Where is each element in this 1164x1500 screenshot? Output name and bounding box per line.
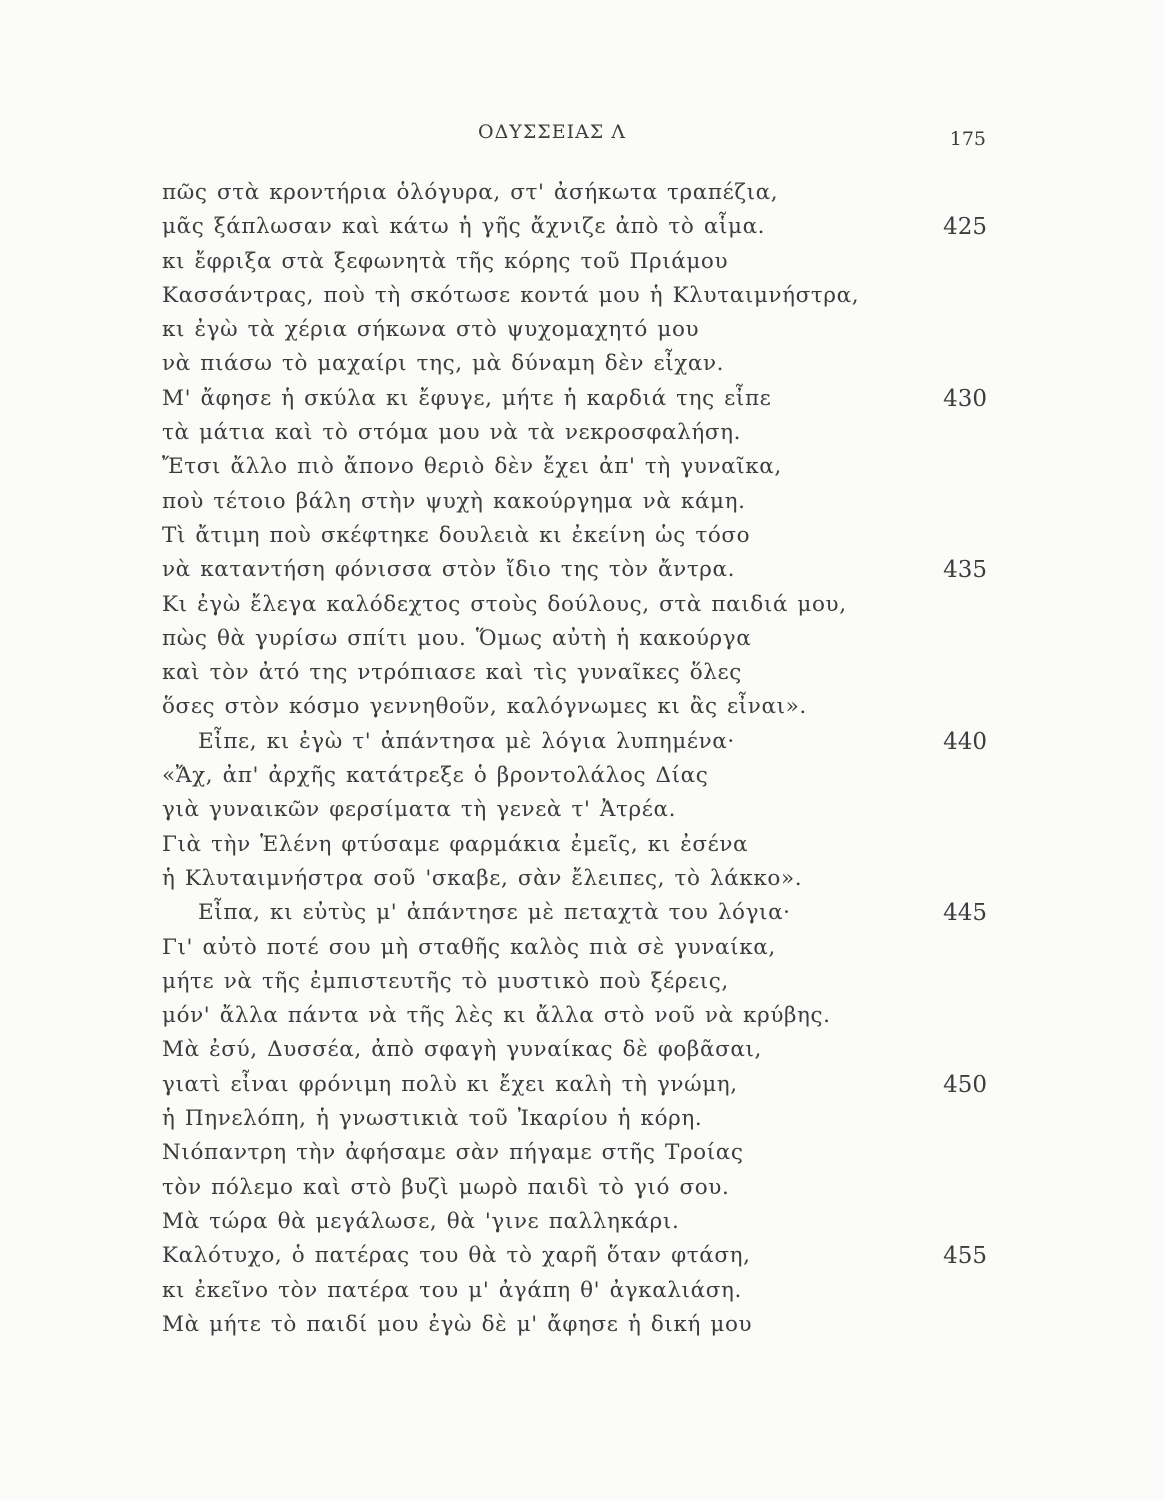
verse-text: τὸν πόλεμο καὶ στὸ βυζὶ μωρὸ παιδὶ τὸ γιό σου. [162, 1174, 730, 1200]
verse-line [162, 347, 1002, 381]
verse-line [162, 450, 1002, 484]
verse-line [162, 793, 1002, 827]
verse-line [162, 862, 1002, 896]
verse-line [162, 931, 1002, 965]
verse-line [162, 725, 1002, 759]
verse-text: Γι' αὐτὸ ποτέ σου μὴ σταθῆς καλὸς πιὰ σὲ γυναίκα, [162, 934, 776, 960]
verse-text: Μὰ μήτε τὸ παιδί μου ἐγὼ δὲ μ' ἄφησε ἡ δική μου [162, 1311, 753, 1337]
verse-text: νὰ καταντήση φόνισσα στὸν ἴδιο της τὸν ἄντρα. [162, 557, 736, 583]
verse-line [162, 382, 1002, 416]
verse-line [162, 896, 1002, 930]
verse-line [162, 622, 1002, 656]
verse-number: 425 [943, 214, 987, 241]
verse-text: πὼς θὰ γυρίσω σπίτι μου. Ὅμως αὐτὴ ἡ κακούργα [162, 625, 752, 651]
verse-text: Καλότυχο, ὁ πατέρας του θὰ τὸ χαρῆ ὅταν φτάση, [162, 1243, 751, 1269]
verse-line [162, 1274, 1002, 1308]
verse-line [162, 1033, 1002, 1067]
verse-text: «Ἄχ, ἀπ' ἀρχῆς κατάτρεξε ὁ βροντολάλος Δίας [162, 763, 709, 789]
verse-text: καὶ τὸν ἀτό της ντρόπιασε καὶ τὶς γυναῖκες ὅλες [162, 660, 742, 686]
verse-number: 430 [943, 385, 987, 412]
verse-text: ὅσες στὸν κόσμο γεννηθοῦν, καλόγνωμες κι ἂς εἶναι». [162, 694, 807, 720]
verse-line [162, 828, 1002, 862]
verse-text: Κασσάντρας, ποὺ τὴ σκότωσε κοντά μου ἡ Κλυταιμνήστρα, [162, 282, 860, 308]
verse-text: Μὰ τώρα θὰ μεγάλωσε, θὰ 'γινε παλληκάρι. [162, 1208, 680, 1234]
verse-text: μᾶς ξάπλωσαν καὶ κάτω ἡ γῆς ἄχνιζε ἀπὸ τὸ αἷμα. [162, 214, 766, 240]
verse-line [162, 279, 1002, 313]
verse-line [162, 176, 1002, 210]
verse-number: 455 [943, 1243, 987, 1270]
verse-text: κι ἐγὼ τὰ χέρια σήκωνα στὸ ψυχομαχητό μου [162, 317, 700, 343]
verse-text: Γιὰ τὴν Ἑλένη φτύσαμε φαρμάκια ἐμεῖς, κι ἐσένα [162, 831, 749, 857]
verse-line [162, 245, 1002, 279]
verse-text: Νιόπαντρη τὴν ἀφήσαμε σὰν πήγαμε στῆς Τροίας [162, 1140, 744, 1166]
verse-text: Ἔτσι ἄλλο πιὸ ἄπονο θεριὸ δὲν ἔχει ἀπ' τὴ γυναῖκα, [162, 454, 782, 480]
verse-text: Τὶ ἄτιμη ποὺ σκέφτηκε δουλειὰ κι ἐκείνη ὡς τόσο [162, 522, 751, 548]
verse-line [162, 1171, 1002, 1205]
verse-text: τὰ μάτια καὶ τὸ στόμα μου νὰ τὰ νεκροσφαλήση. [162, 420, 742, 446]
verse-number: 435 [943, 557, 987, 584]
verse-line [162, 1239, 1002, 1273]
page-number: 175 [949, 128, 986, 150]
verse-line [162, 1205, 1002, 1239]
verse-line [162, 656, 1002, 690]
verse-text: Κι ἐγὼ ἔλεγα καλόδεχτος στοὺς δούλους, στὰ παιδιά μου, [162, 591, 847, 617]
verse-text: ποὺ τέτοιο βάλη στὴν ψυχὴ κακούργημα νὰ κάμη. [162, 488, 746, 514]
verse-block [162, 176, 1002, 1342]
verse-line [162, 1102, 1002, 1136]
verse-line [162, 416, 1002, 450]
verse-number: 450 [943, 1071, 987, 1098]
verse-line [162, 1136, 1002, 1170]
verse-line [162, 1308, 1002, 1342]
verse-text: Εἶπε, κι ἐγὼ τ' ἀπάντησα μὲ λόγια λυπημένα· [198, 728, 735, 754]
verse-text: κι ἐκεῖνο τὸν πατέρα του μ' ἀγάπη θ' ἀγκαλιάση. [162, 1277, 742, 1303]
verse-number: 440 [943, 728, 987, 755]
verse-text: γιατὶ εἶναι φρόνιμη πολὺ κι ἔχει καλὴ τὴ γνώμη, [162, 1071, 738, 1097]
verse-text: γιὰ γυναικῶν φερσίματα τὴ γενεὰ τ' Ἀτρέα. [162, 797, 677, 823]
verse-text: μήτε νὰ τῆς ἐμπιστευτῆς τὸ μυστικὸ ποὺ ξέρεις, [162, 968, 729, 994]
verse-number: 445 [943, 900, 987, 927]
verse-line [162, 313, 1002, 347]
verse-text: κι ἔφριξα στὰ ξεφωνητὰ τῆς κόρης τοῦ Πριάμου [162, 248, 729, 274]
verse-text: ἡ Κλυταιμνήστρα σοῦ 'σκαβε, σὰν ἔλειπες, τὸ λάκκο». [162, 865, 803, 891]
verse-text: νὰ πιάσω τὸ μαχαίρι της, μὰ δύναμη δὲν εἶχαν. [162, 351, 725, 377]
verse-line [162, 999, 1002, 1033]
running-title: ΟΔΥΣΣΕΙΑΣ Λ [478, 121, 626, 143]
verse-text: ἡ Πηνελόπη, ἡ γνωστικιὰ τοῦ Ἰκαρίου ἡ κόρη. [162, 1106, 703, 1132]
verse-line [162, 210, 1002, 244]
verse-text: Μ' ἄφησε ἡ σκύλα κι ἔφυγε, μήτε ἡ καρδιά της εἶπε [162, 385, 772, 411]
verse-line [162, 759, 1002, 793]
verse-line [162, 588, 1002, 622]
verse-text: μόν' ἄλλα πάντα νὰ τῆς λὲς κι ἄλλα στὸ νοῦ νὰ κρύβης. [162, 1003, 831, 1029]
verse-line [162, 519, 1002, 553]
verse-text: Εἶπα, κι εὐτὺς μ' ἀπάντησε μὲ πεταχτὰ του λόγια· [198, 900, 791, 926]
verse-line [162, 1068, 1002, 1102]
verse-text: πῶς στὰ κροντήρια ὁλόγυρα, στ' ἀσήκωτα τραπέζια, [162, 180, 779, 205]
verse-line [162, 690, 1002, 724]
verse-line [162, 965, 1002, 999]
verse-text: Μὰ ἐσύ, Δυσσέα, ἀπὸ σφαγὴ γυναίκας δὲ φοβᾶσαι, [162, 1037, 762, 1063]
verse-line [162, 485, 1002, 519]
verse-line [162, 553, 1002, 587]
